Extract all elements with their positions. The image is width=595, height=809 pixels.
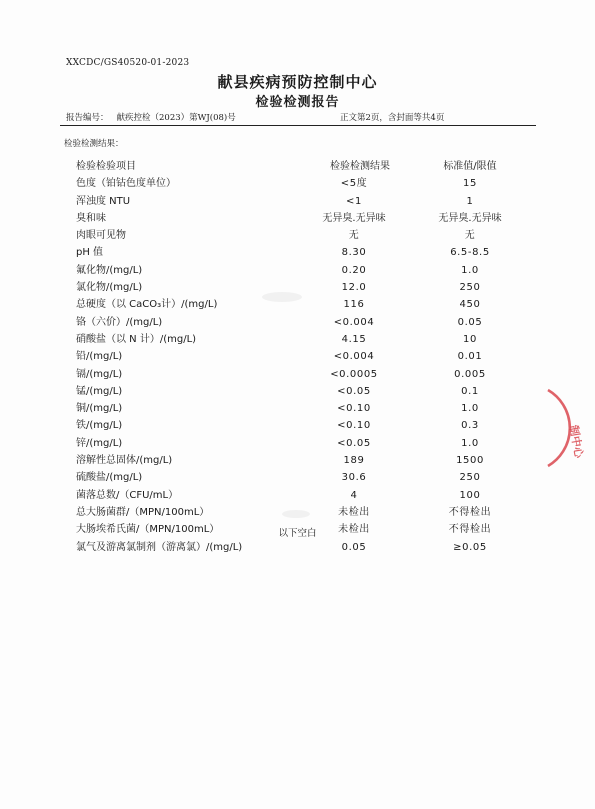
item-cell: 溶解性总固体/(mg/L)	[76, 455, 173, 467]
limit-cell: 1	[466, 195, 474, 207]
result-cell: <0.05	[337, 437, 371, 449]
item-cell: 氯化物/(mg/L)	[76, 282, 143, 294]
table-row	[76, 417, 516, 434]
table-row	[76, 400, 516, 417]
organization-title: 献县疾病预防控制中心	[217, 73, 378, 91]
blank-below-note: 以下空白	[278, 528, 317, 539]
report-number	[66, 111, 236, 123]
limit-cell: ≥0.05	[453, 541, 487, 553]
section-label: 检验检测结果：	[64, 139, 124, 149]
table-row	[76, 244, 516, 261]
results-table	[76, 158, 516, 556]
limit-cell: 15	[463, 178, 477, 190]
limit-cell: 不得检出	[448, 524, 492, 536]
result-cell: <0.10	[337, 420, 371, 432]
result-cell: <0.0005	[330, 368, 378, 380]
limit-cell: 1.0	[461, 437, 479, 449]
document-code: XXCDC/GS40520-01-2023	[66, 58, 190, 68]
seal-stamp-icon	[530, 388, 590, 468]
table-row	[76, 487, 516, 504]
limit-cell: 1500	[456, 455, 484, 467]
table-row	[76, 539, 516, 556]
item-cell: 硝酸盐（以 N 计）/(mg/L)	[76, 333, 197, 345]
limit-cell: 0.3	[461, 420, 479, 432]
limit-cell: 250	[459, 472, 481, 484]
limit-cell: 0.01	[457, 351, 483, 363]
item-cell: 锰/(mg/L)	[76, 385, 123, 397]
limit-cell: 不得检出	[448, 506, 492, 518]
column-header-limit: 标准值/限值	[443, 161, 497, 172]
limit-cell: 0.005	[454, 368, 486, 380]
table-row	[76, 366, 516, 383]
limit-cell: 1.0	[461, 403, 479, 415]
table-row	[76, 314, 516, 331]
table-row	[76, 469, 516, 486]
table-row	[76, 262, 516, 279]
result-cell: 116	[343, 299, 365, 311]
item-cell: 硫酸盐/(mg/L)	[76, 472, 143, 484]
limit-cell: 无	[464, 230, 476, 242]
result-cell: 0.05	[341, 541, 367, 553]
limit-cell: 450	[459, 299, 481, 311]
limit-cell: 无异臭.无异味	[438, 212, 502, 224]
item-cell: 菌落总数/（CFU/mL）	[76, 489, 179, 501]
table-row	[76, 331, 516, 348]
item-cell: 总硬度（以 CaCO₃计）/(mg/L)	[76, 299, 218, 311]
table-row	[76, 175, 516, 192]
result-cell: 189	[343, 455, 365, 467]
result-cell: <0.05	[337, 385, 371, 397]
result-cell: 0.20	[341, 264, 367, 276]
table-row	[76, 227, 516, 244]
table-row	[76, 435, 516, 452]
result-cell: 30.6	[341, 472, 367, 484]
item-cell: 浑浊度 NTU	[76, 195, 131, 207]
item-cell: 氟化物/(mg/L)	[76, 264, 143, 276]
limit-cell: 10	[463, 333, 477, 345]
limit-cell: 6.5-8.5	[450, 247, 490, 259]
result-cell: 未检出	[338, 506, 370, 518]
table-row	[76, 296, 516, 313]
result-cell: 未检出	[338, 524, 370, 536]
limit-cell: 0.1	[461, 385, 479, 397]
limit-cell: 1.0	[461, 264, 479, 276]
limit-cell: 0.05	[457, 316, 483, 328]
result-cell: 无	[348, 230, 360, 242]
table-header-row	[76, 158, 516, 175]
result-cell: 4	[350, 489, 358, 501]
result-cell: <0.004	[333, 316, 375, 328]
item-cell: 总大肠菌群/（MPN/100mL）	[76, 506, 210, 518]
result-cell: <1	[346, 195, 362, 207]
table-row	[76, 452, 516, 469]
seal-text: 制中心	[566, 424, 586, 459]
item-cell: 铬（六价）/(mg/L)	[76, 316, 163, 328]
column-header-result: 检验检测结果	[330, 161, 390, 172]
table-row	[76, 504, 516, 521]
item-cell: 大肠埃希氏菌/（MPN/100mL）	[76, 524, 220, 536]
header-divider	[60, 125, 536, 126]
report-number-value: 献疾控检（2023）第WJ(08)号	[116, 113, 236, 123]
table-row	[76, 210, 516, 227]
item-cell: 肉眼可见物	[76, 230, 126, 242]
result-cell: <0.004	[333, 351, 375, 363]
table-row	[76, 193, 516, 210]
column-header-item: 检验检验项目	[76, 161, 136, 172]
item-cell: 铅/(mg/L)	[76, 351, 123, 363]
result-cell: <0.10	[337, 403, 371, 415]
table-row	[76, 348, 516, 365]
item-cell: 色度（铂钴色度单位）	[76, 178, 176, 190]
result-cell: 4.15	[341, 333, 367, 345]
table-row	[76, 383, 516, 400]
item-cell: 铜/(mg/L)	[76, 403, 123, 415]
report-number-label: 报告编号：	[66, 113, 109, 123]
page-info: 正文第2页，含封面等共4页	[340, 113, 445, 123]
result-cell: 无异臭.无异味	[322, 212, 386, 224]
item-cell: 铁/(mg/L)	[76, 420, 123, 432]
table-row	[76, 279, 516, 296]
limit-cell: 250	[459, 282, 481, 294]
report-title: 检验检测报告	[255, 95, 340, 110]
official-seal	[530, 388, 590, 468]
item-cell: 镉/(mg/L)	[76, 368, 123, 380]
limit-cell: 100	[459, 489, 481, 501]
result-cell: <5度	[340, 178, 368, 190]
item-cell: 锌/(mg/L)	[76, 437, 123, 449]
result-cell: 12.0	[341, 282, 367, 294]
item-cell: pH 值	[76, 247, 104, 259]
result-cell: 8.30	[341, 247, 367, 259]
item-cell: 臭和味	[76, 212, 106, 224]
item-cell: 氯气及游离氯制剂（游离氯）/(mg/L)	[76, 541, 243, 553]
